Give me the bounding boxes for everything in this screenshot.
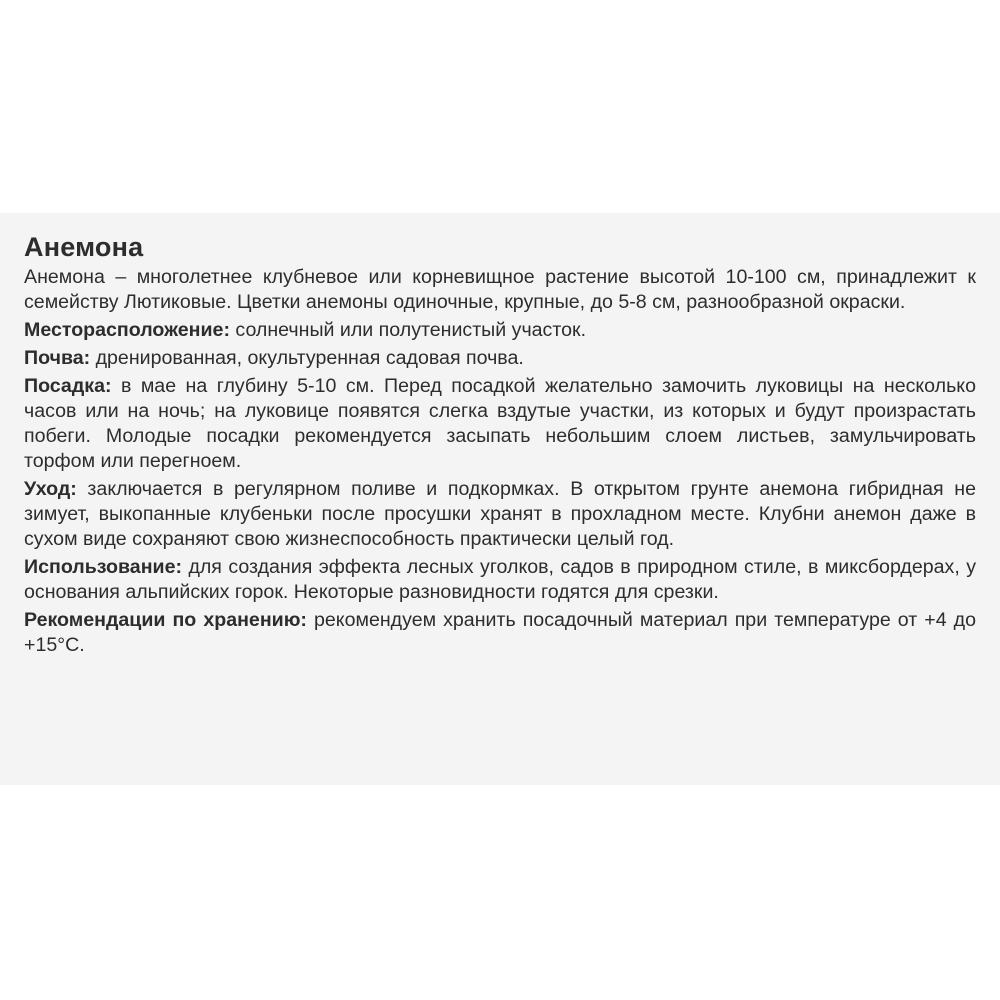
plant-title: Анемона (24, 232, 144, 262)
section-usage (24, 555, 976, 605)
section-label: Уход: (24, 478, 77, 500)
section-text: заключается в регулярном поливе и подкормках. В открытом грунте анемона гибридная не зимует, выкопанные клубеньки после просушки хранят в прохладном месте. Клубни анемон даже в сухом виде сохраняют свою жизнеспособность практически целый год. (24, 478, 976, 550)
section-text: солнечный или полутенистый участок. (229, 319, 587, 341)
section-label: Месторасположение: (24, 319, 230, 341)
section-care (24, 477, 976, 552)
section-label: Посадка: (24, 375, 112, 397)
section-storage (24, 608, 976, 658)
section-text: для создания эффекта лесных уголков, садов в природном стиле, в миксбордерах, у основания альпийских горок. Некоторые разновидности годятся для срезки. (24, 556, 976, 603)
plant-description (24, 232, 976, 661)
section-label: Почва: (24, 347, 91, 369)
section-text: рекомендуем хранить посадочный материал при температуре от +4 до +15°С. (24, 609, 976, 656)
section-text: в мае на глубину 5-10 см. Перед посадкой желательно замочить луковицы на несколько часов или на ночь; на луковице появятся слегка вздутые участки, из которых и будут произрастать побеги. Молодые посадки рекомендуется засыпать небольшим слоем листьев, замульчировать торфом или перегноем. (24, 375, 976, 472)
section-planting (24, 374, 976, 474)
section-text: дренированная, окультуренная садовая почва. (90, 347, 524, 369)
intro-paragraph: Анемона – многолетнее клубневое или корневищное растение высотой 10-100 см, принадлежит к семейству Лютиковые. Цветки анемоны одиночные, крупные, до 5-8 см, разнообразной окраски. (24, 266, 976, 313)
section-soil (24, 346, 976, 371)
section-location (24, 318, 976, 343)
section-label: Рекомендации по хранению: (24, 609, 307, 631)
section-label: Использование: (24, 556, 182, 578)
